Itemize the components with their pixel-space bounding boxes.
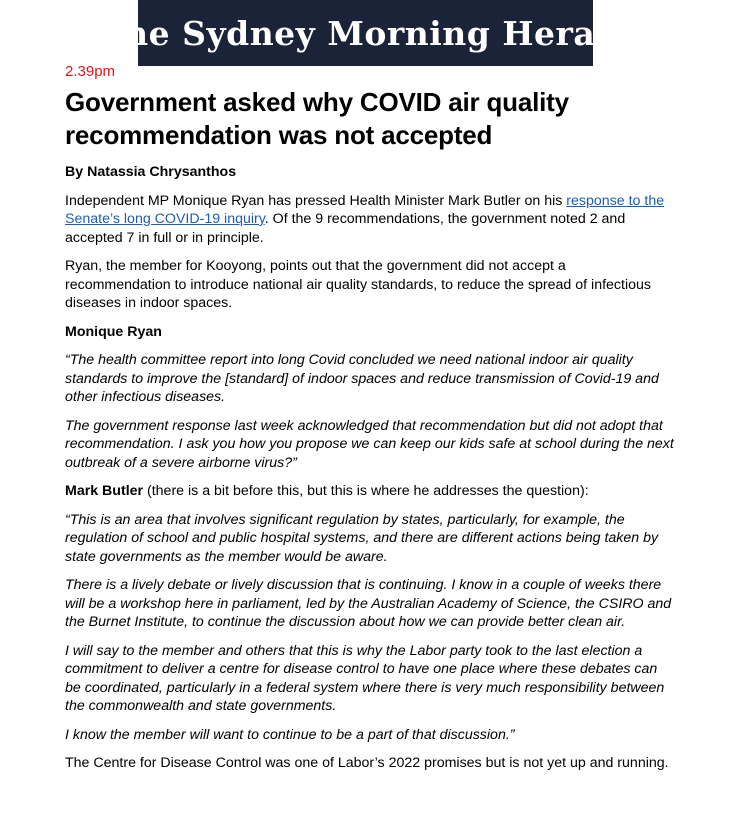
paragraph-intro-tail: . Of the 9 recommendations, the government noted 2 and accepted 7 in full or in principle. bbox=[65, 211, 626, 246]
post-time: 2.39pm bbox=[65, 63, 116, 80]
quote-butler-3: I will say to the member and others that this is why the Labor party took to the last election a commitment to deliver a centre for disease control to have one place where these debates can be coordinated, particularly in a federal system where there is very much responsibility between the commonwealth and state governments. bbox=[65, 642, 665, 714]
article bbox=[65, 62, 675, 783]
headline: Government asked why COVID air quality recommendation was not accepted bbox=[65, 87, 569, 150]
masthead-title: The Sydney Morning Herald bbox=[99, 13, 632, 53]
speaker-mark-butler bbox=[65, 482, 675, 501]
paragraph-context: Ryan, the member for Kooyong, points out that the government did not accept a recommendation to introduce national air quality standards, to reduce the spread of infectious diseases in indoor spaces. bbox=[65, 258, 651, 311]
paragraph-intro bbox=[65, 192, 675, 248]
masthead-logo[interactable] bbox=[99, 0, 632, 66]
quote-ryan-2: The government response last week acknowledged that recommendation but did not adopt that recommendation. I ask you how you propose we can keep our kids safe at school during the next outbreak of a severe airborne virus?” bbox=[65, 417, 674, 471]
paragraph-closing: The Centre for Disease Control was one of Labor’s 2022 promises but is not yet up and running. bbox=[65, 755, 669, 771]
speaker-name: Mark Butler bbox=[65, 483, 144, 499]
speaker-monique-ryan: Monique Ryan bbox=[65, 323, 162, 340]
quote-butler-1: “This is an area that involves significant regulation by states, particularly, for example, the regulation of school and public hospital systems, and there are different actions being taken by state governments as the member would be aware. bbox=[65, 511, 659, 565]
quote-ryan-1: “The health committee report into long Covid concluded we need national indoor air quality standards to improve the [standard] of indoor spaces and reduce transmission of Covid-19 and other infectious diseases. bbox=[65, 352, 659, 405]
speaker-note: (there is a bit before this, but this is where he addresses the question): bbox=[143, 483, 589, 499]
paragraph-intro-text: Independent MP Monique Ryan has pressed Health Minister Mark Butler on his bbox=[65, 192, 567, 209]
byline: By Natassia Chrysanthos bbox=[65, 164, 237, 180]
quote-butler-4: I know the member will want to continue to be a part of that discussion.” bbox=[65, 726, 515, 743]
quote-butler-2: There is a lively debate or lively discussion that is continuing. I know in a couple of weeks there will be a workshop here in parliament, led by the Australian Academy of Science, the CSIRO and the Burnet Institute, to continue the discussion about how we can provide better clean air. bbox=[65, 577, 672, 630]
senate-inquiry-link[interactable]: response to the Senate’s long COVID-19 inquiry bbox=[65, 192, 665, 227]
